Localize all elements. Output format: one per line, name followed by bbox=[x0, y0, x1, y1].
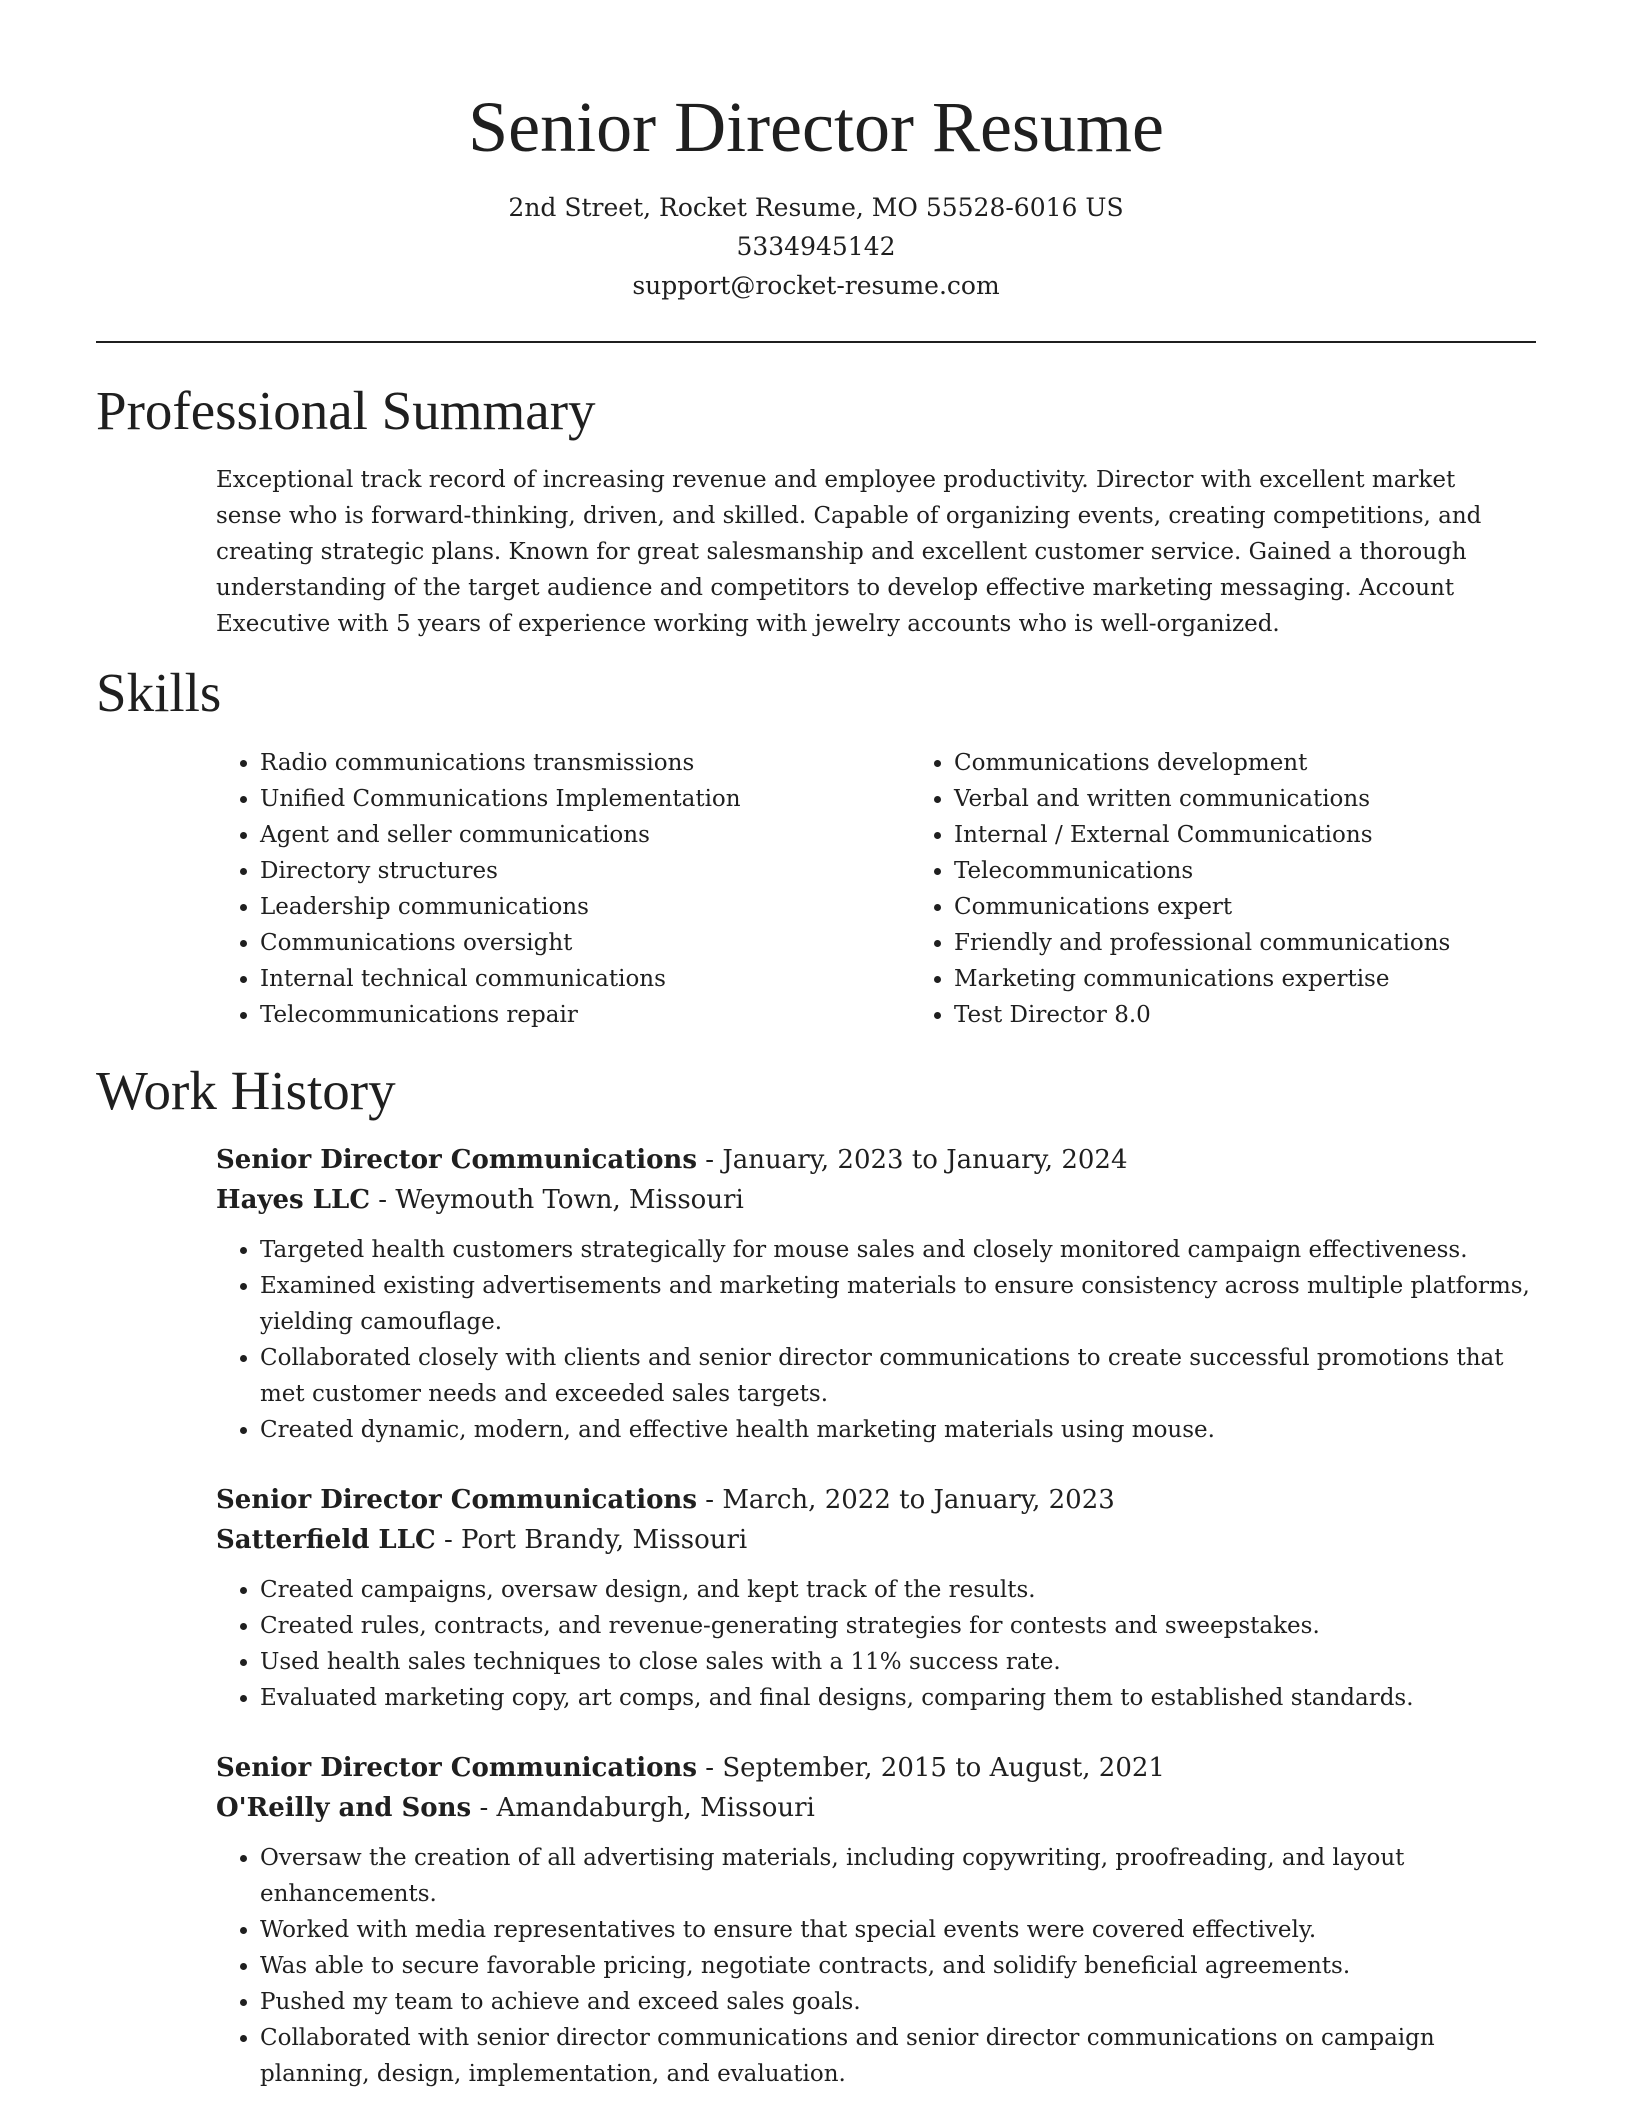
contact-email: support@rocket-resume.com bbox=[632, 271, 1000, 300]
job-title-line: Senior Director Communications - September, 2015 to August, 2021 bbox=[216, 1753, 1165, 1783]
skills-list bbox=[216, 745, 1536, 1033]
job-entry bbox=[216, 1140, 1536, 1448]
job-company-line: O'Reilly and Sons - Amandaburgh, Missouri bbox=[216, 1793, 815, 1823]
summary-heading: Professional Summary bbox=[96, 380, 596, 441]
job-dates: September, 2015 to August, 2021 bbox=[722, 1753, 1165, 1783]
skill-item: • Internal / External Communications bbox=[954, 817, 1604, 853]
work-history-list bbox=[216, 1140, 1536, 2124]
job-bullets bbox=[216, 1840, 1536, 2092]
job-entry bbox=[216, 1748, 1536, 2092]
resume-title: Senior Director Resume bbox=[468, 87, 1164, 167]
skill-item: • Friendly and professional communications bbox=[954, 925, 1604, 961]
contact-info bbox=[0, 188, 1632, 305]
resume-header bbox=[0, 0, 1632, 305]
skill-item: • Unified Communications Implementation bbox=[260, 781, 910, 817]
skill-item: • Directory structures bbox=[260, 853, 910, 889]
job-bullet: • Oversaw the creation of all advertising materials, including copywriting, proofreading, and layout enhancements. bbox=[260, 1840, 1536, 1912]
job-bullet: • Collaborated closely with clients and senior director communications to create successful promotions that met customer needs and exceeded sales targets. bbox=[260, 1340, 1536, 1412]
job-entry bbox=[216, 1480, 1536, 1716]
skill-item: • Telecommunications repair bbox=[260, 997, 910, 1033]
work-history-heading: Work History bbox=[96, 1060, 396, 1121]
job-dates: January, 2023 to January, 2024 bbox=[722, 1145, 1128, 1175]
job-bullet: • Examined existing advertisements and marketing materials to ensure consistency across multiple platforms, yielding camouflage. bbox=[260, 1268, 1536, 1340]
job-bullets bbox=[216, 1572, 1536, 1716]
job-bullet: • Pushed my team to achieve and exceed sales goals. bbox=[260, 1984, 1536, 2020]
job-company: O'Reilly and Sons bbox=[216, 1793, 472, 1823]
skill-item: • Agent and seller communications bbox=[260, 817, 910, 853]
contact-phone: 5334945142 bbox=[736, 232, 896, 261]
job-bullet: • Used health sales techniques to close sales with a 11% success rate. bbox=[260, 1644, 1536, 1680]
job-bullet: • Collaborated with senior director communications and senior director communications on campaign planning, design, implementation, and evaluation. bbox=[260, 2020, 1536, 2092]
skill-item: • Communications oversight bbox=[260, 925, 910, 961]
skills-column-left bbox=[216, 745, 910, 1033]
skill-item: • Leadership communications bbox=[260, 889, 910, 925]
job-bullets bbox=[216, 1232, 1536, 1448]
job-title: Senior Director Communications bbox=[216, 1753, 697, 1783]
skill-item: • Communications expert bbox=[954, 889, 1604, 925]
job-location: Amandaburgh, Missouri bbox=[496, 1793, 815, 1823]
job-bullet: • Evaluated marketing copy, art comps, and final designs, comparing them to established standards. bbox=[260, 1680, 1536, 1716]
job-location: Weymouth Town, Missouri bbox=[395, 1185, 744, 1215]
job-bullet: • Targeted health customers strategically for mouse sales and closely monitored campaign effectiveness. bbox=[260, 1232, 1536, 1268]
skill-item: • Marketing communications expertise bbox=[954, 961, 1604, 997]
job-bullet: • Created rules, contracts, and revenue-generating strategies for contests and sweepstakes. bbox=[260, 1608, 1536, 1644]
job-location: Port Brandy, Missouri bbox=[461, 1525, 748, 1555]
job-title: Senior Director Communications bbox=[216, 1485, 697, 1515]
skill-item: • Internal technical communications bbox=[260, 961, 910, 997]
summary-text: Exceptional track record of increasing revenue and employee productivity. Director with excellent market sense who is forward-thinking, driven, and skilled. Capable of organizing events, creating competitions, and creating strategic plans. Known for great salesmanship and excellent customer service. Gained a thorough understanding of the target audience and competitors to develop effective marketing messaging. Account Executive with 5 years of experience working with jewelry accounts who is well-organized. bbox=[216, 467, 1482, 637]
skills-column-right bbox=[910, 745, 1604, 1033]
job-company-line: Satterfield LLC - Port Brandy, Missouri bbox=[216, 1525, 748, 1555]
job-company: Satterfield LLC bbox=[216, 1525, 436, 1555]
contact-address: 2nd Street, Rocket Resume, MO 55528-6016 US bbox=[508, 193, 1124, 222]
job-company-line: Hayes LLC - Weymouth Town, Missouri bbox=[216, 1185, 744, 1215]
job-bullet: • Created dynamic, modern, and effective health marketing materials using mouse. bbox=[260, 1412, 1536, 1448]
skill-item: • Radio communications transmissions bbox=[260, 745, 910, 781]
skill-item: • Telecommunications bbox=[954, 853, 1604, 889]
skill-item: • Verbal and written communications bbox=[954, 781, 1604, 817]
skills-heading: Skills bbox=[96, 662, 222, 723]
header-divider bbox=[96, 341, 1536, 343]
job-title-line: Senior Director Communications - January, 2023 to January, 2024 bbox=[216, 1145, 1128, 1175]
job-company: Hayes LLC bbox=[216, 1185, 371, 1215]
job-title: Senior Director Communications bbox=[216, 1145, 697, 1175]
skill-item: • Test Director 8.0 bbox=[954, 997, 1604, 1033]
job-title-line: Senior Director Communications - March, 2022 to January, 2023 bbox=[216, 1485, 1115, 1515]
job-bullet: • Worked with media representatives to ensure that special events were covered effectively. bbox=[260, 1912, 1536, 1948]
skill-item: • Communications development bbox=[954, 745, 1604, 781]
job-bullet: • Created campaigns, oversaw design, and kept track of the results. bbox=[260, 1572, 1536, 1608]
job-dates: March, 2022 to January, 2023 bbox=[722, 1485, 1115, 1515]
job-bullet: • Was able to secure favorable pricing, negotiate contracts, and solidify beneficial agreements. bbox=[260, 1948, 1536, 1984]
